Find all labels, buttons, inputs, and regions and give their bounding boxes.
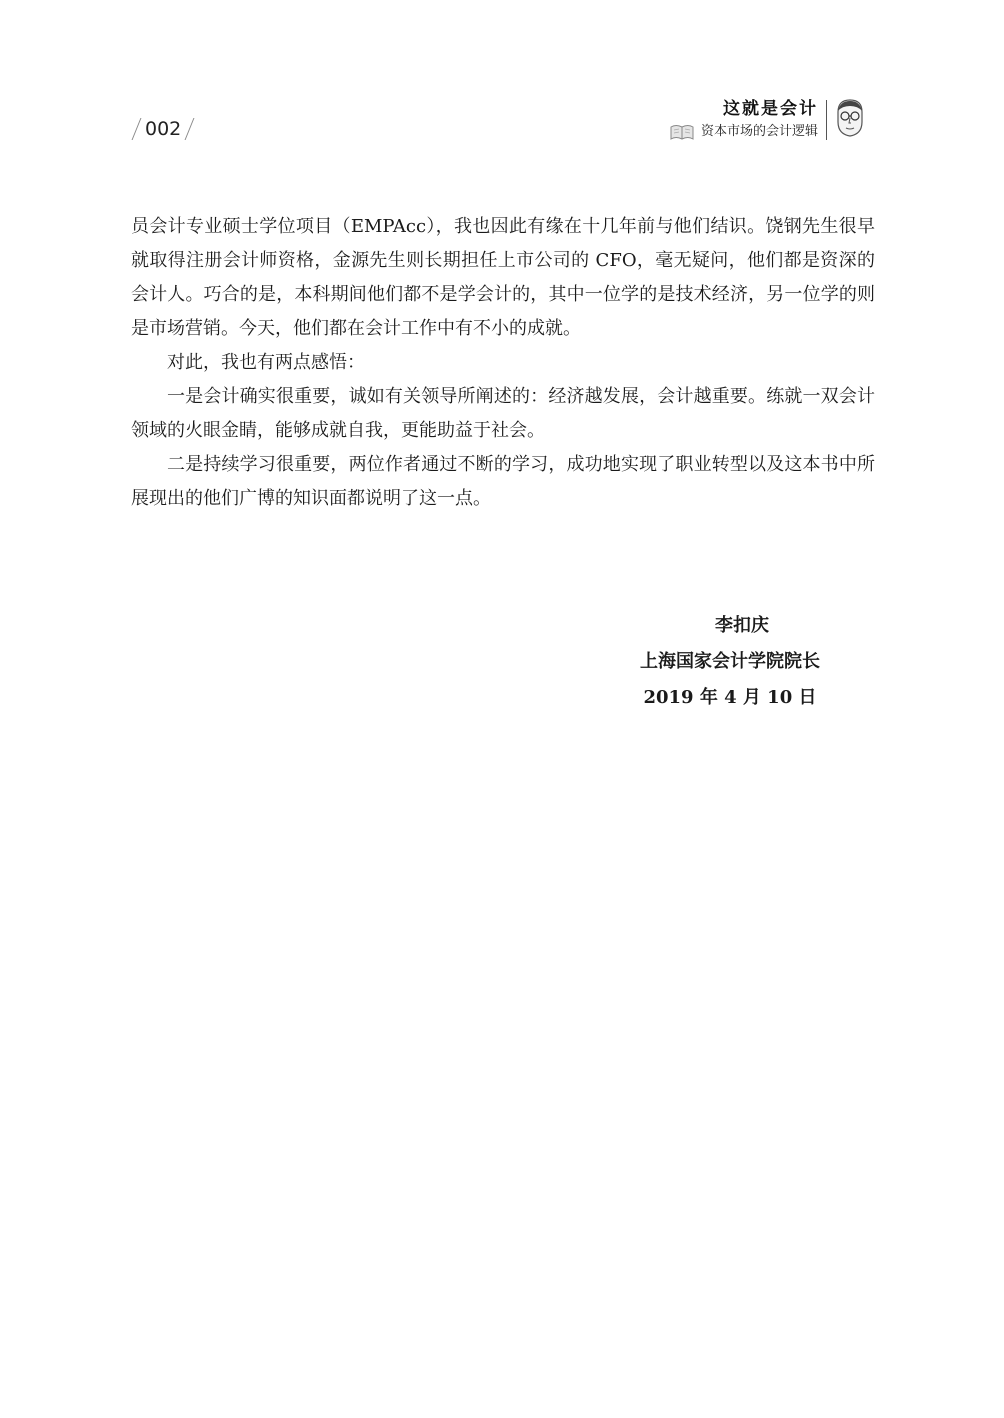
subtitle-row bbox=[669, 122, 818, 142]
body-text bbox=[131, 210, 875, 516]
paragraph: 对此，我也有两点感悟： bbox=[167, 352, 365, 373]
slash-divider bbox=[132, 118, 142, 140]
slash-divider bbox=[185, 118, 195, 140]
page-number bbox=[128, 112, 198, 146]
signature-name: 李扣庆 bbox=[715, 615, 769, 636]
signature-date: 2019 年 4 月 10 日 bbox=[643, 687, 817, 708]
author-portrait-icon bbox=[832, 96, 868, 140]
paragraph: 二是持续学习很重要，两位作者通过不断的学习，成功地实现了职业转型以及这本书中所展现出的他们广博的知识面都说明了这一点。 bbox=[131, 454, 875, 509]
running-header bbox=[669, 98, 818, 142]
book-title: 这就是会计 bbox=[723, 99, 818, 119]
header-divider bbox=[826, 100, 827, 140]
paragraph: 一是会计确实很重要，诚如有关领导所阐述的：经济越发展，会计越重要。练就一双会计领域的火眼金睛，能够成就自我，更能助益于社会。 bbox=[131, 386, 875, 441]
signature-title: 上海国家会计学院院长 bbox=[640, 651, 820, 672]
book-icon bbox=[669, 122, 695, 142]
book-subtitle: 资本市场的会计逻辑 bbox=[700, 124, 818, 139]
paragraph: 员会计专业硕士学位项目（EMPAcc），我也因此有缘在十几年前与他们结识。饶钢先生很早就取得注册会计师资格，金源先生则长期担任上市公司的 CFO，毫无疑问，他们都是资深的会计人。巧合的是，本科期间他们都不是学会计的，其中一位学的是技术经济，另一位学的则是市场营销。今天，他们都在会计工作中有不小的成就。 bbox=[131, 216, 875, 339]
page-number-text: 002 bbox=[145, 118, 182, 140]
signature-block bbox=[560, 608, 900, 716]
